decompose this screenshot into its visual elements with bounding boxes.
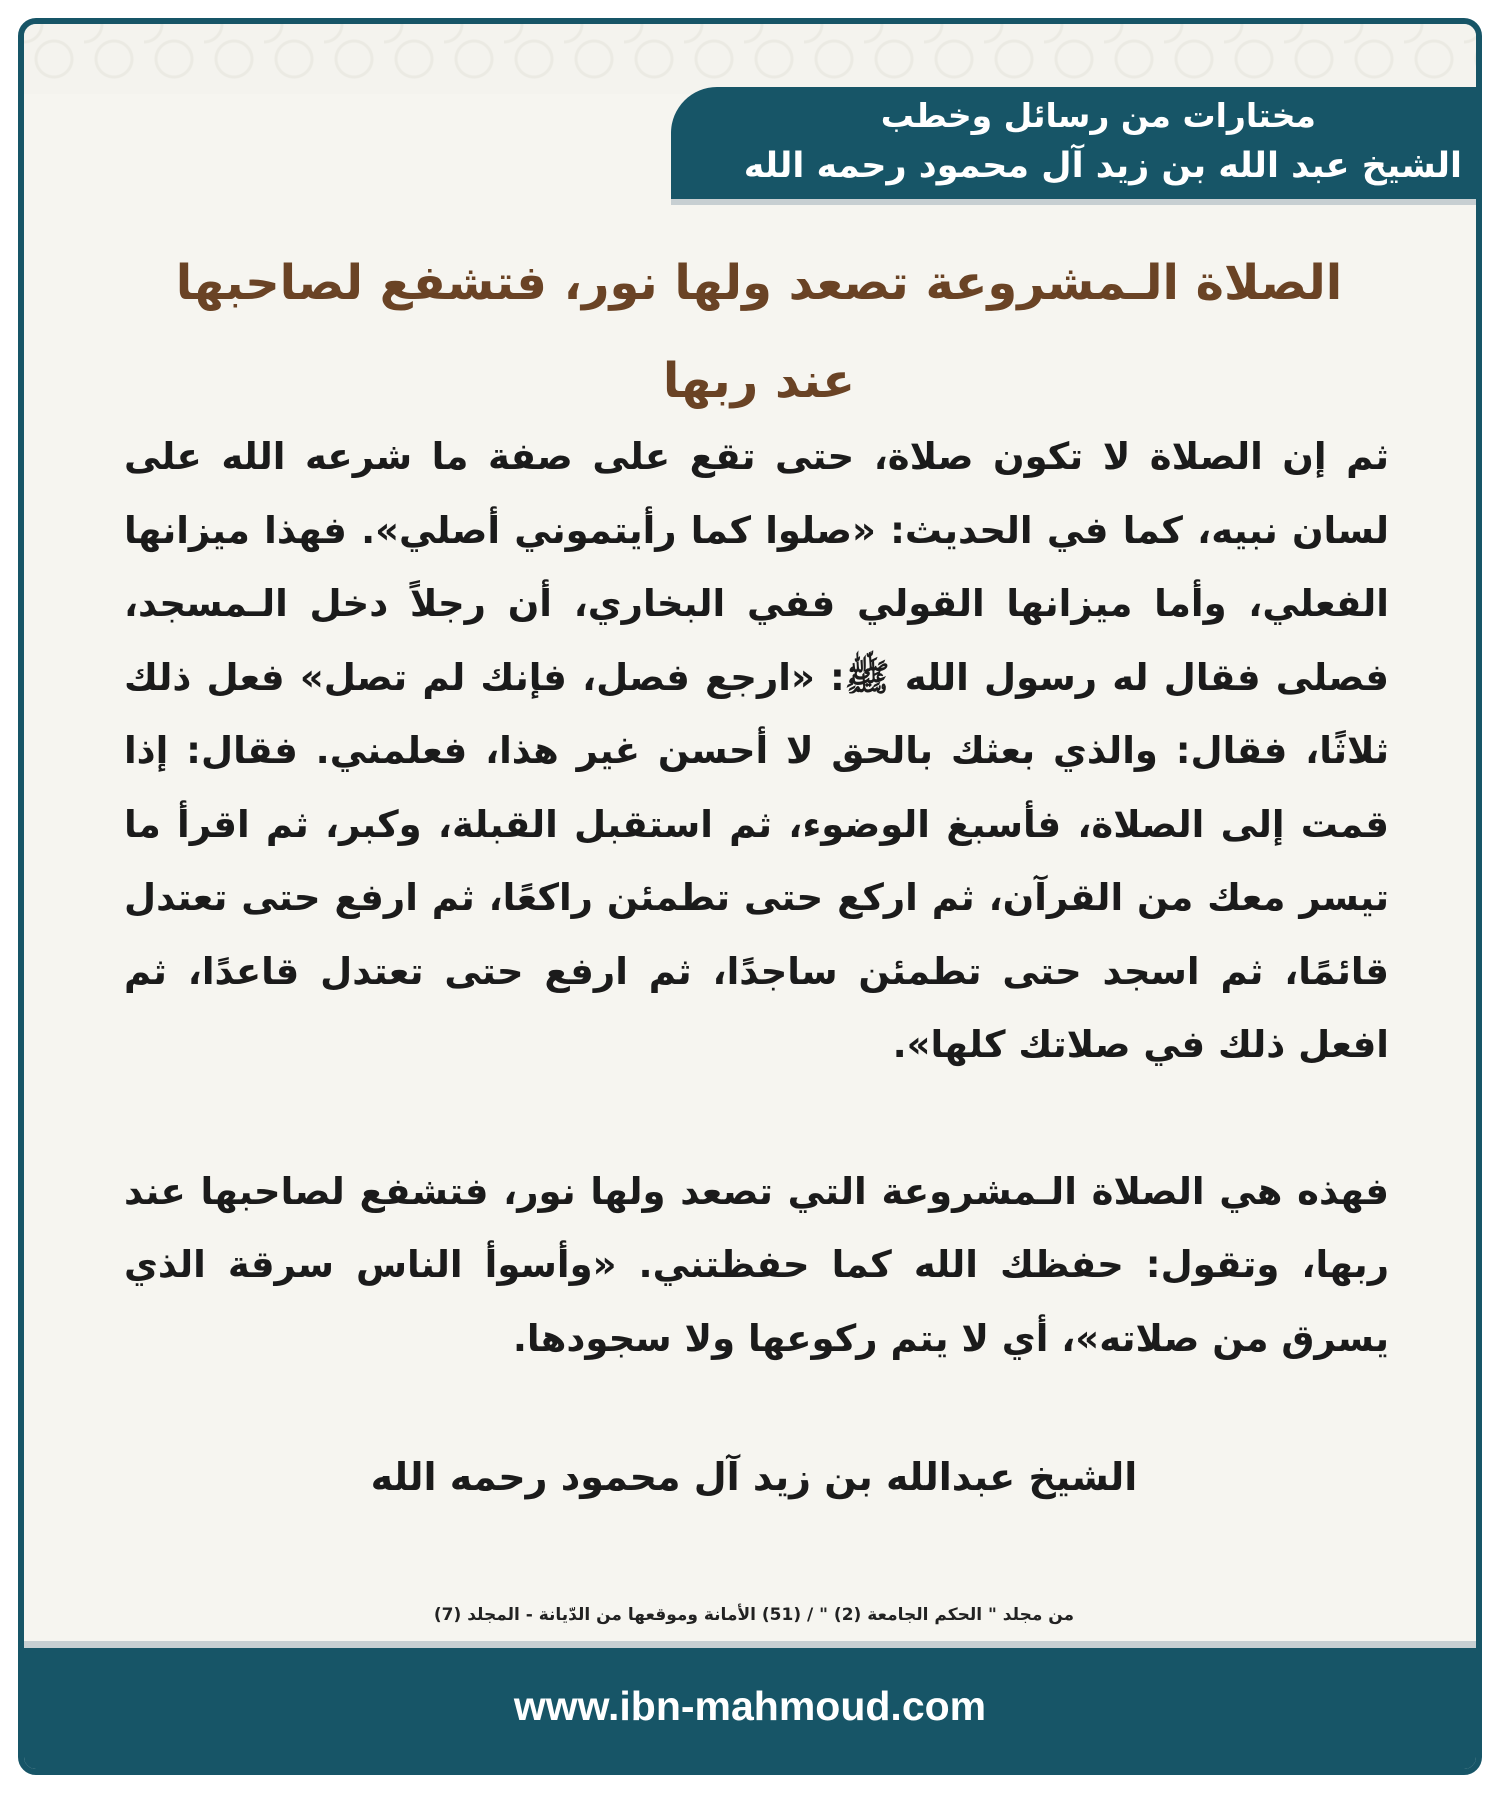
- author-signature: الشيخ عبدالله بن زيد آل محمود رحمه الله: [370, 1455, 1138, 1499]
- body-paragraph-2: فهذه هي الصلاة الـمشروعة التي تصعد ولها نور، فتشفع لصاحبها عند ربها، وتقول: حفظك الله كما حفظتني. «وأسوأ الناس سرقة الذي يسرق من صلاته»، أي لا يتم ركوعها ولا سجودها.: [124, 1169, 1389, 1360]
- header-series-title: مختارات من رسائل وخطب: [880, 96, 1316, 135]
- decorative-pattern: [24, 24, 1476, 94]
- article-title: الصلاة الـمشروعة تصعد ولها نور، فتشفع لصاحبها عند ربها: [175, 255, 1343, 409]
- header-banner: [671, 87, 1476, 205]
- source-citation: من مجلد " الحكم الجامعة (2) " / (51) الأمانة وموقعها من الدّيانة - المجلد (7): [433, 1605, 1075, 1625]
- website-link[interactable]: www.ibn-mahmoud.com: [513, 1683, 987, 1729]
- article-body: [124, 420, 1389, 1375]
- body-paragraph-1: ثم إن الصلاة لا تكون صلاة، حتى تقع على صفة ما شرعه الله على لسان نبيه، كما في الحديث: «صلوا كما رأيتموني أصلي». فهذا ميزانها الفعلي، وأما ميزانها القولي ففي البخاري، أن رجلاً دخل الـمسجد، فصلى فقال له رسول الله ﷺ: «ارجع فصل، فإنك لم تصل» فعل ذلك ثلاثًا، فقال: والذي بعثك بالحق لا أحسن غير هذا، فعلمني. فقال: إذا قمت إلى الصلاة، فأسبغ الوضوء، ثم استقبل القبلة، وكبر، ثم اقرأ ما تيسر معك من القرآن، ثم اركع حتى تطمئن راكعًا، ثم ارفع حتى تعتدل قائمًا، ثم اسجد حتى تطمئن ساجدًا، ثم ارفع حتى تعتدل قاعدًا، ثم افعل ذلك في صلاتك كلها».: [124, 435, 1389, 1066]
- footer-bar: [24, 1641, 1476, 1769]
- page-frame: [18, 18, 1482, 1775]
- header-author-name: الشيخ عبد الله بن زيد آل محمود رحمه الله: [743, 146, 1462, 186]
